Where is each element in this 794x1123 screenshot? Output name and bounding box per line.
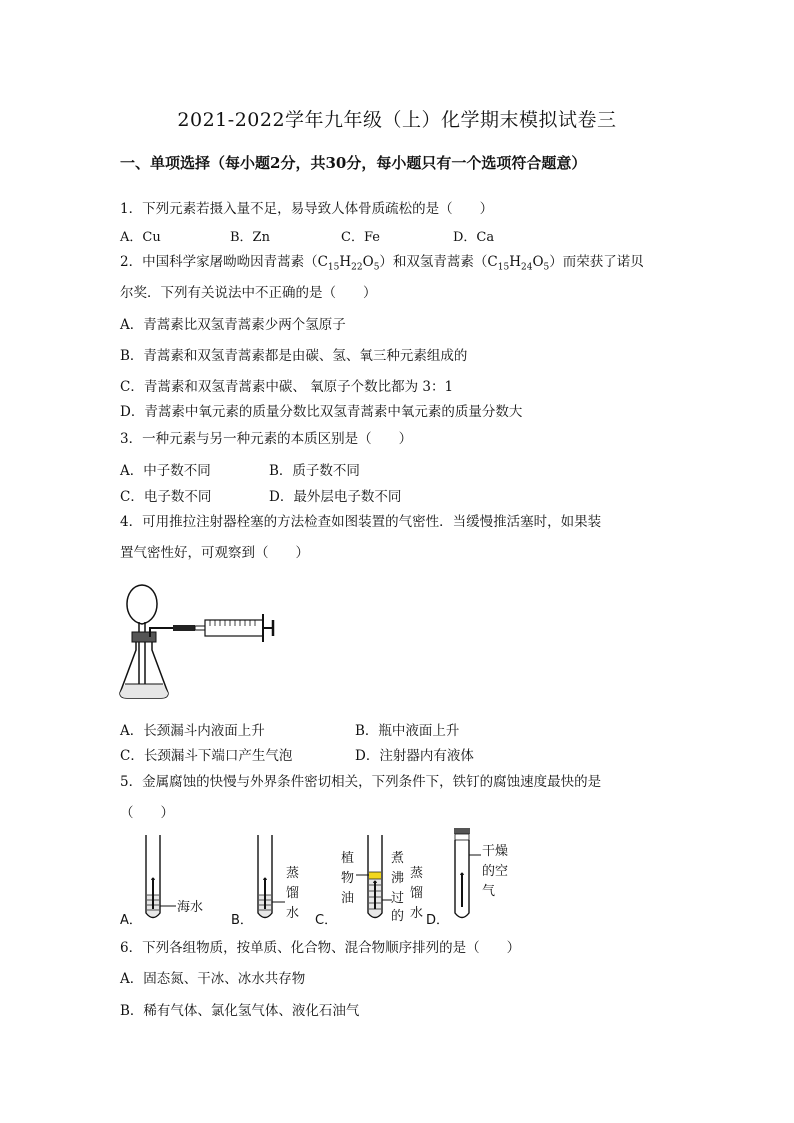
question-3-stem: 3．一种元素与另一种元素的本质区别是（ ）: [120, 431, 413, 447]
tube-d-label-1: 干燥: [482, 844, 509, 859]
question-1-option-d: D．Ca: [453, 230, 495, 245]
question-5-option-d-label: D．: [426, 913, 450, 928]
flask-syringe-apparatus-diagram: [115, 580, 285, 705]
question-5-option-b-label: B．: [231, 913, 253, 928]
question-4-stem: 4．可用推拉注射器栓塞的方法检查如图装置的气密性．当缓慢推活塞时，如果装: [120, 514, 602, 530]
tube-c-mid-label-4: 的: [391, 909, 405, 924]
question-3-option-b: B．质子数不同: [269, 463, 360, 479]
question-5-option-a-label: A．: [120, 913, 142, 928]
tube-d: [454, 828, 508, 918]
question-2-stem: 2．中国科学家屠呦呦因青蒿素$(C_{15}H_{22}O_5)$和双氢青蒿素$(C_{15}H_{24}O_5)$而荣获了诺贝: [120, 254, 644, 273]
tube-b: [258, 835, 299, 921]
question-1-option-a: A．Cu: [120, 230, 161, 245]
question-3-option-c: C．电子数不同: [120, 489, 212, 505]
tube-a: [146, 835, 203, 918]
tube-c-mid-label-3: 过: [391, 891, 405, 906]
question-1-option-c: C．Fe: [341, 230, 380, 245]
tube-c-left-label-2: 物: [341, 871, 355, 886]
question-2-option-b: B．青蒿素和双氢青蒿素都是由碳、氢、氧三种元素组成的: [120, 348, 468, 364]
tube-c-left-label-1: 植: [341, 851, 355, 866]
page-title: 2021-2022学年九年级（上）化学期末模拟试卷三: [177, 109, 617, 131]
question-1-option-b: B．Zn: [230, 230, 270, 245]
question-4-stem-line2: 置气密性好，可观察到（ ）: [120, 545, 309, 561]
tube-b-label-1: 蒸: [286, 866, 300, 881]
question-6-option-a: A．固态氮、干冰、冰水共存物: [120, 971, 306, 987]
question-1-stem: 1．下列元素若摄入量不足，易导致人体骨质疏松的是（ ）: [120, 201, 494, 217]
question-4-option-d: D．注射器内有液体: [355, 748, 474, 764]
tube-c-right-label-3: 水: [410, 906, 424, 921]
tube-a-label: 海水: [177, 900, 204, 915]
question-2-option-a: A．青蒿素比双氢青蒿素少两个氢原子: [120, 317, 346, 333]
question-4-option-c: C．长颈漏斗下端口产生气泡: [120, 748, 293, 764]
tube-c-left-label-3: 油: [341, 891, 355, 906]
tube-c-right-label-2: 馏: [410, 886, 424, 901]
tube-d-label-2: 的空: [482, 864, 509, 879]
question-2-stem-line2: 尔奖．下列有关说法中不正确的是（ ）: [120, 285, 377, 301]
question-5-option-c-label: C．: [315, 913, 338, 928]
tube-d-label-3: 气: [482, 884, 496, 899]
section-heading: 一、单项选择（每小题2分，共30分，每小题只有一个选项符合题意）: [120, 154, 587, 172]
question-5-stem-line2: （ ）: [120, 805, 174, 821]
question-4-option-a: A．长颈漏斗内液面上升: [120, 723, 265, 739]
question-2-option-d: D．青蒿素中氧元素的质量分数比双氢青蒿素中氧元素的质量分数大: [120, 404, 523, 420]
tube-b-label-2: 馏: [286, 886, 300, 901]
question-3-option-a: A．中子数不同: [120, 463, 211, 479]
tube-c-mid-label-2: 沸: [391, 871, 405, 886]
question-3-option-d: D．最外层电子数不同: [269, 489, 402, 505]
tube-c-mid-label-1: 煮: [391, 851, 405, 866]
tube-c: [341, 835, 423, 924]
question-2-option-c: C．青蒿素和双氢青蒿素中碳、 氧原子个数比都为 3：1: [120, 379, 454, 395]
question-4-option-b: B．瓶中液面上升: [355, 723, 460, 739]
tube-b-label-3: 水: [286, 906, 300, 921]
tube-c-right-label-1: 蒸: [410, 866, 424, 881]
question-6-option-b: B．稀有气体、氯化氢气体、液化石油气: [120, 1003, 360, 1019]
question-6-stem: 6．下列各组物质，按单质、化合物、混合物顺序排列的是（ ）: [120, 940, 521, 956]
test-tubes-diagram: [115, 825, 535, 930]
question-5-stem: 5．金属腐蚀的快慢与外界条件密切相关，下列条件下，铁钉的腐蚀速度最快的是: [120, 774, 602, 790]
